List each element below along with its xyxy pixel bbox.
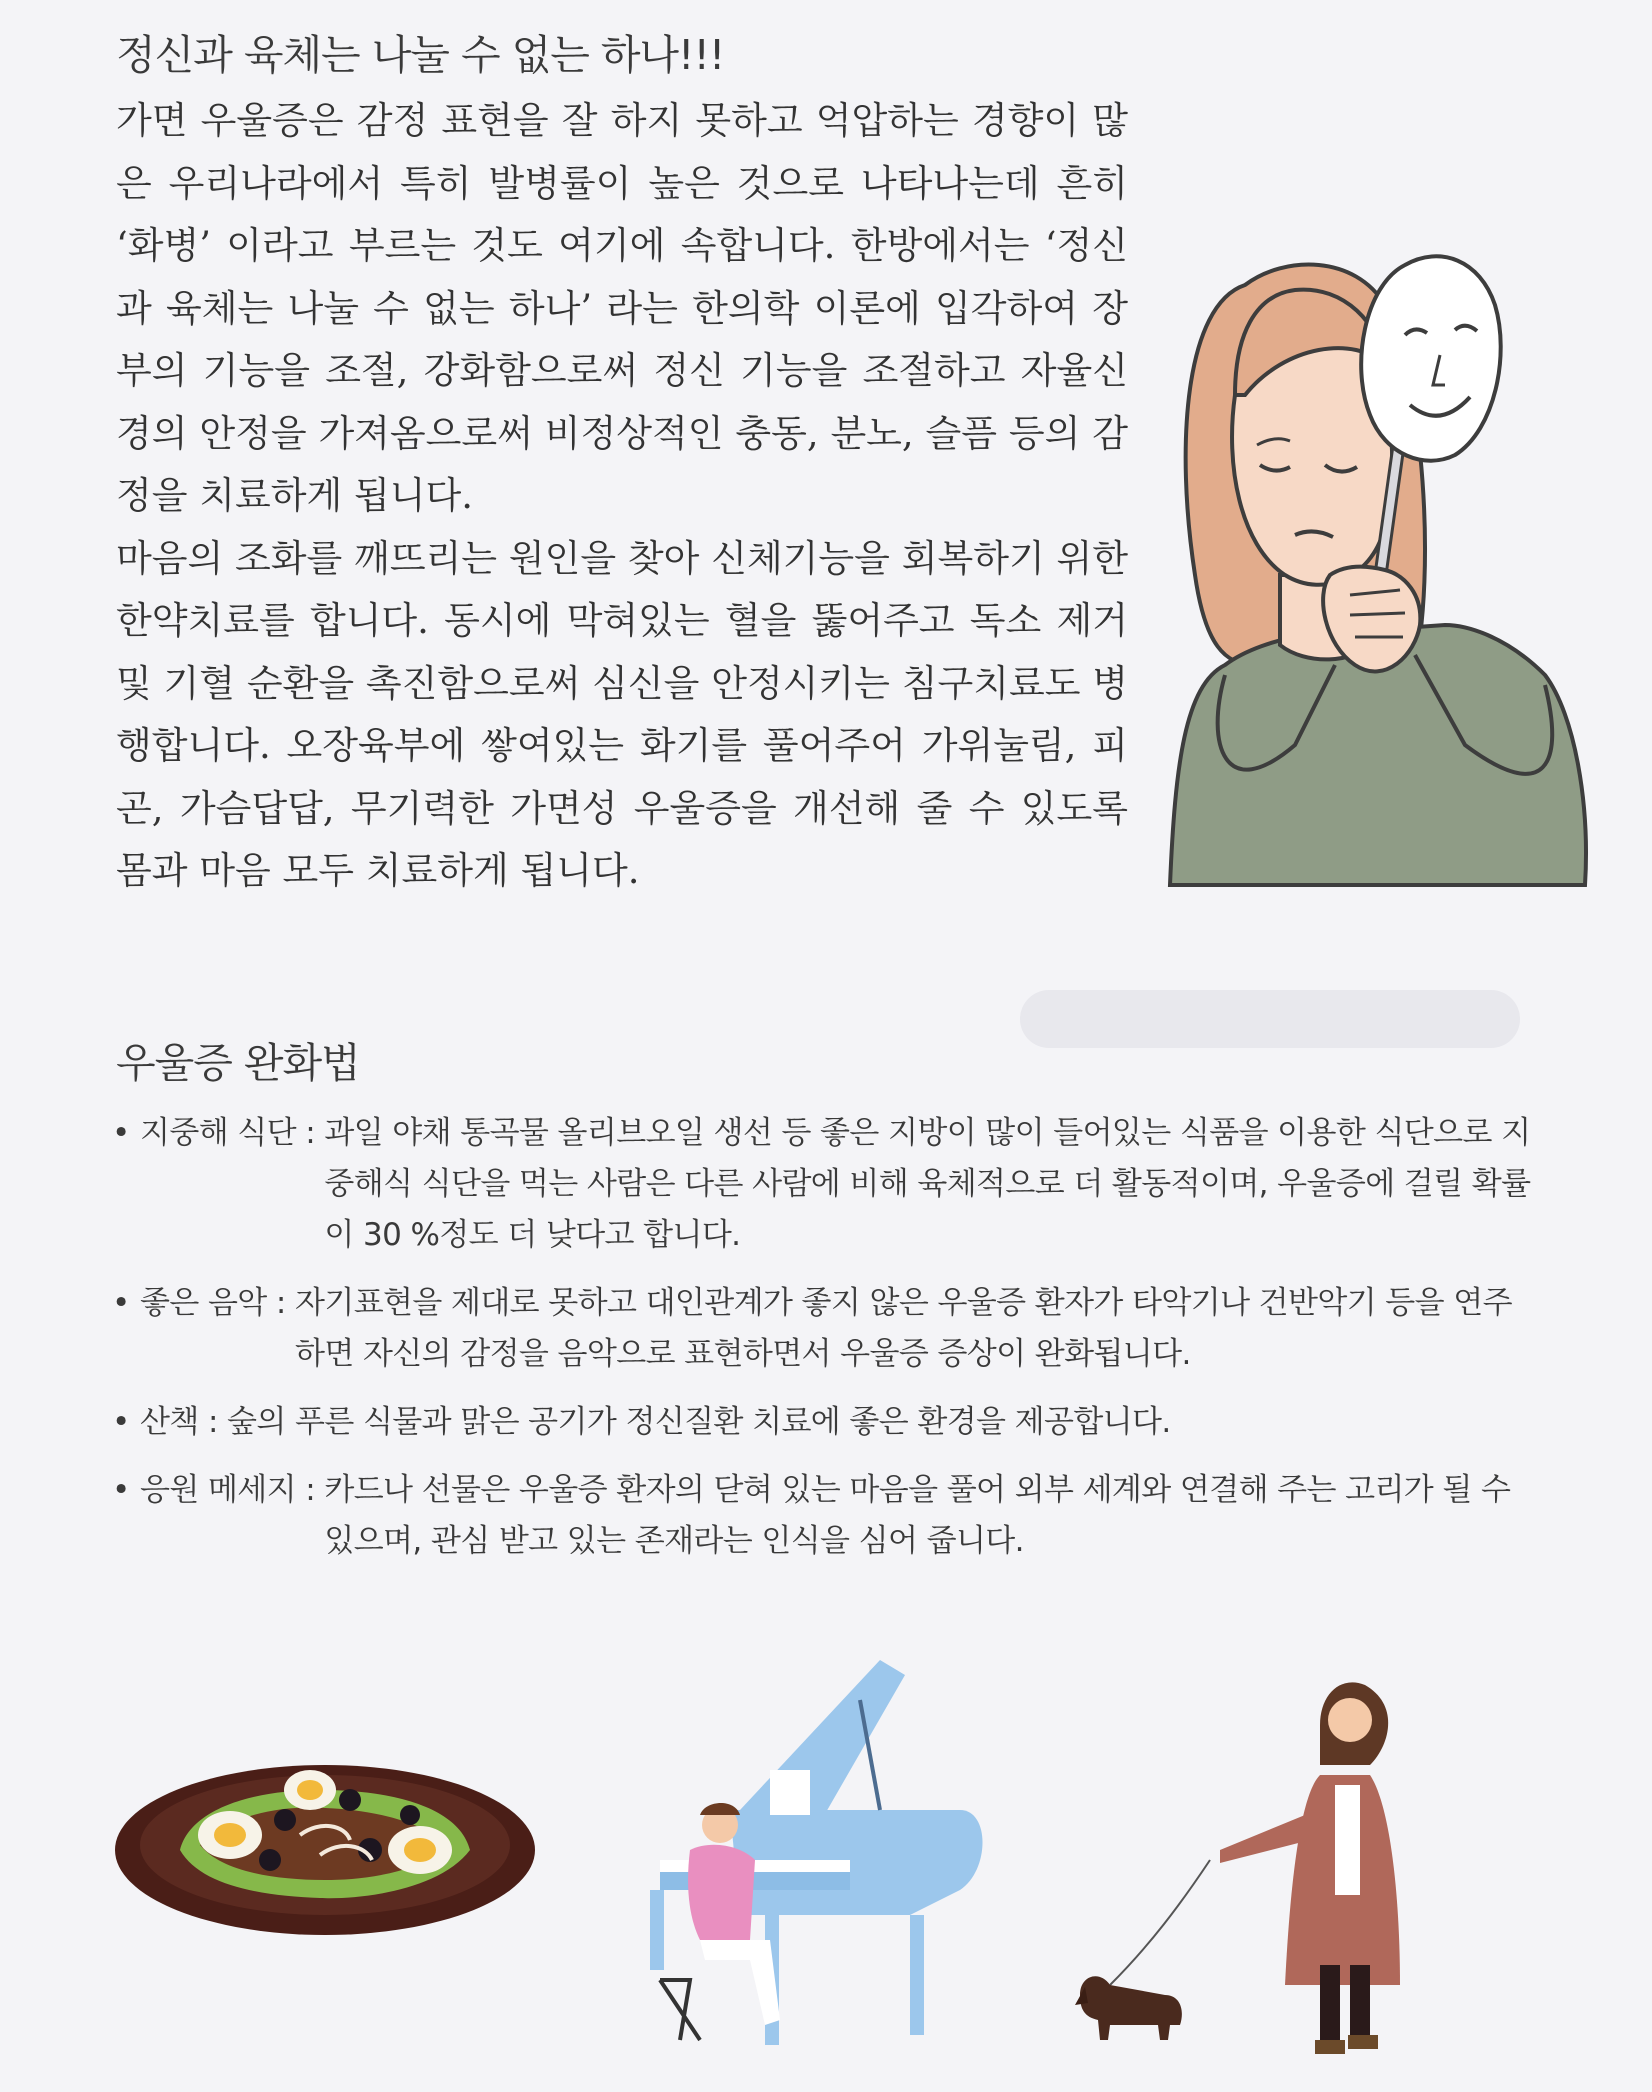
bleed-through-shadow (1020, 990, 1520, 1048)
section-title-relief-methods: 우울증 완화법 (116, 1039, 360, 1087)
tip-description: 숲의 푸른 식물과 맑은 공기가 정신질환 치료에 좋은 환경을 제공합니다. (227, 1404, 1171, 1440)
section-body (116, 90, 1128, 903)
woman-with-mask-illustration (1165, 245, 1605, 885)
tip-description: 과일 야채 통곡물 올리브오일 생선 등 좋은 지방이 많이 들어있는 식품을 이용한 식단으로 지중해식 식단을 먹는 사람은 다른 사람에 비해 육체적으로 더 활동적이며, 우울증에 걸릴 확률이 30 %정도 더 낮다고 합니다. (324, 1115, 1531, 1253)
paragraph-treatment: 마음의 조화를 깨뜨리는 원인을 찾아 신체기능을 회복하기 위한 한약치료를 합니다. 동시에 막혀있는 혈을 뚫어주고 독소 제거 및 기혈 순환을 촉진함으로써 심신을 안정시키는 침구치료도 병행합니다. 오장육부에 쌓여있는 화기를 풀어주어 가위눌림, 피곤, 가슴답답, 무기력한 가면성 우울증을 개선해 줄 수 있도록 몸과 마음 모두 치료하게 됩니다. (116, 536, 1128, 892)
tip-description: 카드나 선물은 우울증 환자의 닫혀 있는 마음을 풀어 외부 세계와 연결해 주는 고리가 될 수 있으며, 관심 받고 있는 존재라는 인식을 심어 줍니다. (324, 1472, 1511, 1559)
bullet-icon: • (112, 1404, 130, 1440)
tip-description: 자기표현을 제대로 못하고 대인관계가 좋지 않은 우울증 환자가 타악기나 건반악기 등을 연주하면 자신의 감정을 음악으로 표현하면서 우울증 증상이 완화됩니다. (295, 1285, 1512, 1372)
bullet-icon: • (112, 1285, 130, 1321)
list-item-cheer-message (112, 1465, 1532, 1567)
paragraph-masked-depression: 가면 우울증은 감정 표현을 잘 하지 못하고 억압하는 경향이 많은 우리나라에서 특히 발병률이 높은 것으로 나타나는데 흔히 ‘화병’ 이라고 부르는 것도 여기에 속합니다. 한방에서는 ‘정신과 육체는 나눌 수 없는 하나’ 라는 한의학 이론에 입각하여 장부의 기능을 조절, 강화함으로써 정신 기능을 조절하고 자율신경의 안정을 가져옴으로써 비정상적인 충동, 분노, 슬픔 등의 감정을 치료하게 됩니다. (116, 99, 1128, 517)
piano-player-illustration (630, 1660, 1000, 2060)
dog (1080, 1976, 1182, 2040)
tip-label: 산책 : (140, 1404, 228, 1440)
relief-methods-list (112, 1108, 1532, 1584)
tip-label: 응원 메세지 : (140, 1472, 325, 1508)
smiling-mask-icon (1361, 256, 1501, 460)
tip-label: 좋은 음악 : (140, 1285, 295, 1321)
salad-plate-illustration (110, 1740, 540, 1940)
bullet-icon: • (112, 1115, 130, 1151)
list-item-good-music (112, 1278, 1532, 1380)
tip-label: 지중해 식단 : (140, 1115, 325, 1151)
section-title-mind-body: 정신과 육체는 나눌 수 없는 하나!!! (116, 31, 725, 79)
bullet-icon: • (112, 1472, 130, 1508)
walking-dog-illustration (1070, 1665, 1500, 2065)
list-item-mediterranean-diet (112, 1108, 1532, 1261)
list-item-walk (112, 1397, 1532, 1448)
